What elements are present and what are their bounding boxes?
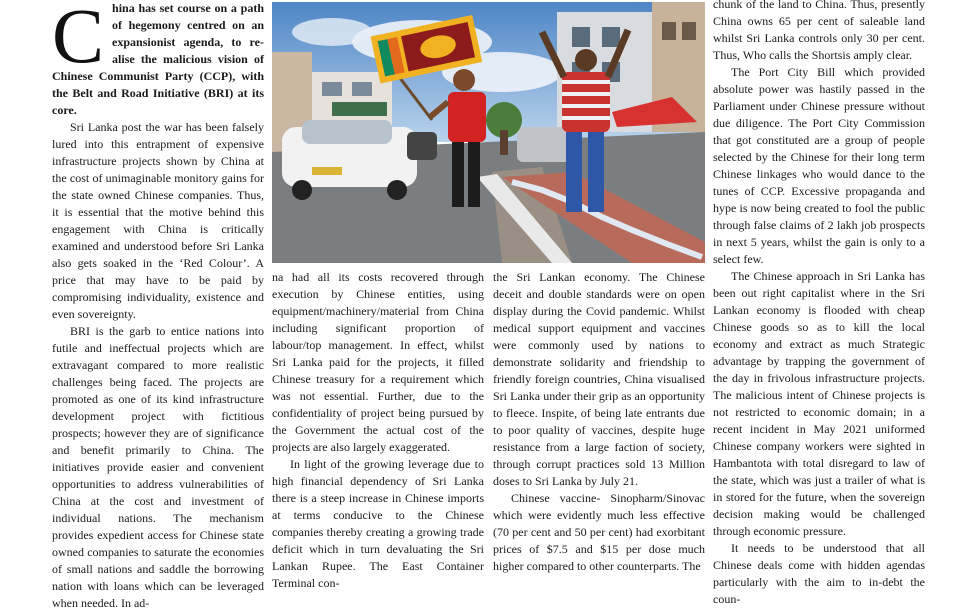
paragraph: The Port City Bill which provided absolute power was hastily passed in the Parliament under Chinese pressure without due diligence. The Port City Commission that got constituted are a group of people selected by the Chinese for their long term Chinese linkages who would dance to the tunes of CCP. Excessive propaganda and hype is now being created to fool the public through false claims of 2 lakh job prospects in next 5 years, whilst the gain is only to a select few. [713, 65, 925, 266]
drop-cap: C [52, 0, 105, 79]
article-column-1 [52, 0, 264, 612]
paragraph: na had all its costs recovered through execution by Chinese entities, using equipment/machinery/material from China including significant proportion of labour/top management. In effect, whilst Sri Lanka paid for the projects, it filled Chinese treasury for a requirement which was not essential. Further, due to the confidentiality of project being pursued by the Government the actual cost of the projects are also largely exaggerated. [272, 270, 484, 454]
paragraph: The Chinese approach in Sri Lanka has been out right capitalist where in the Sri Lankan economy is flooded with cheap Chinese goods so as to kill the local economy and extract as much Strategic advantage by trapping the government of the day in frivolous infrastructure projects. The malicious intent of Chinese projects is not restricted to economic domain; in a recent incident in May 2021 uniformed Chinese company workers were sighted in Hambantota with total disregard to law of the state, which was just a trailer of what is in stored for the future, when the sovereign decision making would be challenged through economic pressure. [713, 269, 925, 538]
paragraph: chunk of the land to China. Thus, presently China owns 65 per cent of saleable land whilst Sri Lanka controls only 30 per cent. Thus, Who calls the Shortsis amply clear. [713, 0, 925, 62]
article-photo [272, 2, 705, 263]
paragraph: BRI is the garb to entice nations into futile and ineffectual projects which are extravagant compared to more realistic challenges being faced. The projects are promoted as one of its kind infrastructure development project with fictitious prospects; however they are of significance and benefit primarily to China. The initiatives provide easier and convenient opportunities to address vulnerabilities of China at the cost and investment of individual nations. The mechanism provides expedient access for Chinese state owned companies to saturate the economies of small nations and saddle the borrowing nation with loans which can be leveraged when needed. In ad- [52, 324, 264, 610]
paragraph: the Sri Lankan economy. The Chinese deceit and double standards were on open display during the Covid pandemic. Whilst medical support equipment and vaccines were commonly used by nations to demonstrate solidarity and friendship to friendly foreign countries, China visualised Sri Lanka under their grip as an opportunity to fleece. Inspite, of being late entrants due to poor quality of vaccines, despite huge resistance from a large faction of society, through corrupt practices sold 13 Million doses to Sri Lanka by July 21. [493, 270, 705, 488]
article-column-2 [272, 269, 484, 592]
lead-text: hina has set course on a path of hegemony centred on an expansionist agenda, to realise the malicious vision of Chinese Communist Party (CCP), with the Belt and Road Initiative (BRI) at its core. [52, 1, 264, 117]
paragraph: It needs to be understood that all Chinese deals come with hidden agendas particularly with the aim to in-debt the coun- [713, 541, 925, 606]
paragraph: Chinese vaccine- Sinopharm/Sinovac which were evidently much less effective (70 per cent and 50 per cent) had exorbitant prices of $7.5 and $15 per dose much higher compared to other counterparts. The [493, 491, 705, 573]
article-column-4 [713, 0, 925, 608]
lead-paragraph [52, 0, 264, 119]
article-column-3 [493, 269, 705, 575]
paragraph: Sri Lanka post the war has been falsely lured into this entrapment of expensive infrastructure projects shown by China at the cost of unimaginable monitory gains for the state owned Chinese companies. Thus, it is essential that the motive behind this engagement with China is critically examined and understood before Sri Lanka also gets soaked in the ‘Red Colour’. A price that may have to be paid by compromising individuality, existence and even sovereignty. [52, 120, 264, 321]
paragraph: In light of the growing leverage due to high financial dependency of Sri Lanka there is a steep increase in Chinese imports at terms conducive to the Chinese companies thereby creating a growing trade deficit which in turn devaluating the Sri Lankan Rupee. The East Container Terminal con- [272, 457, 484, 590]
